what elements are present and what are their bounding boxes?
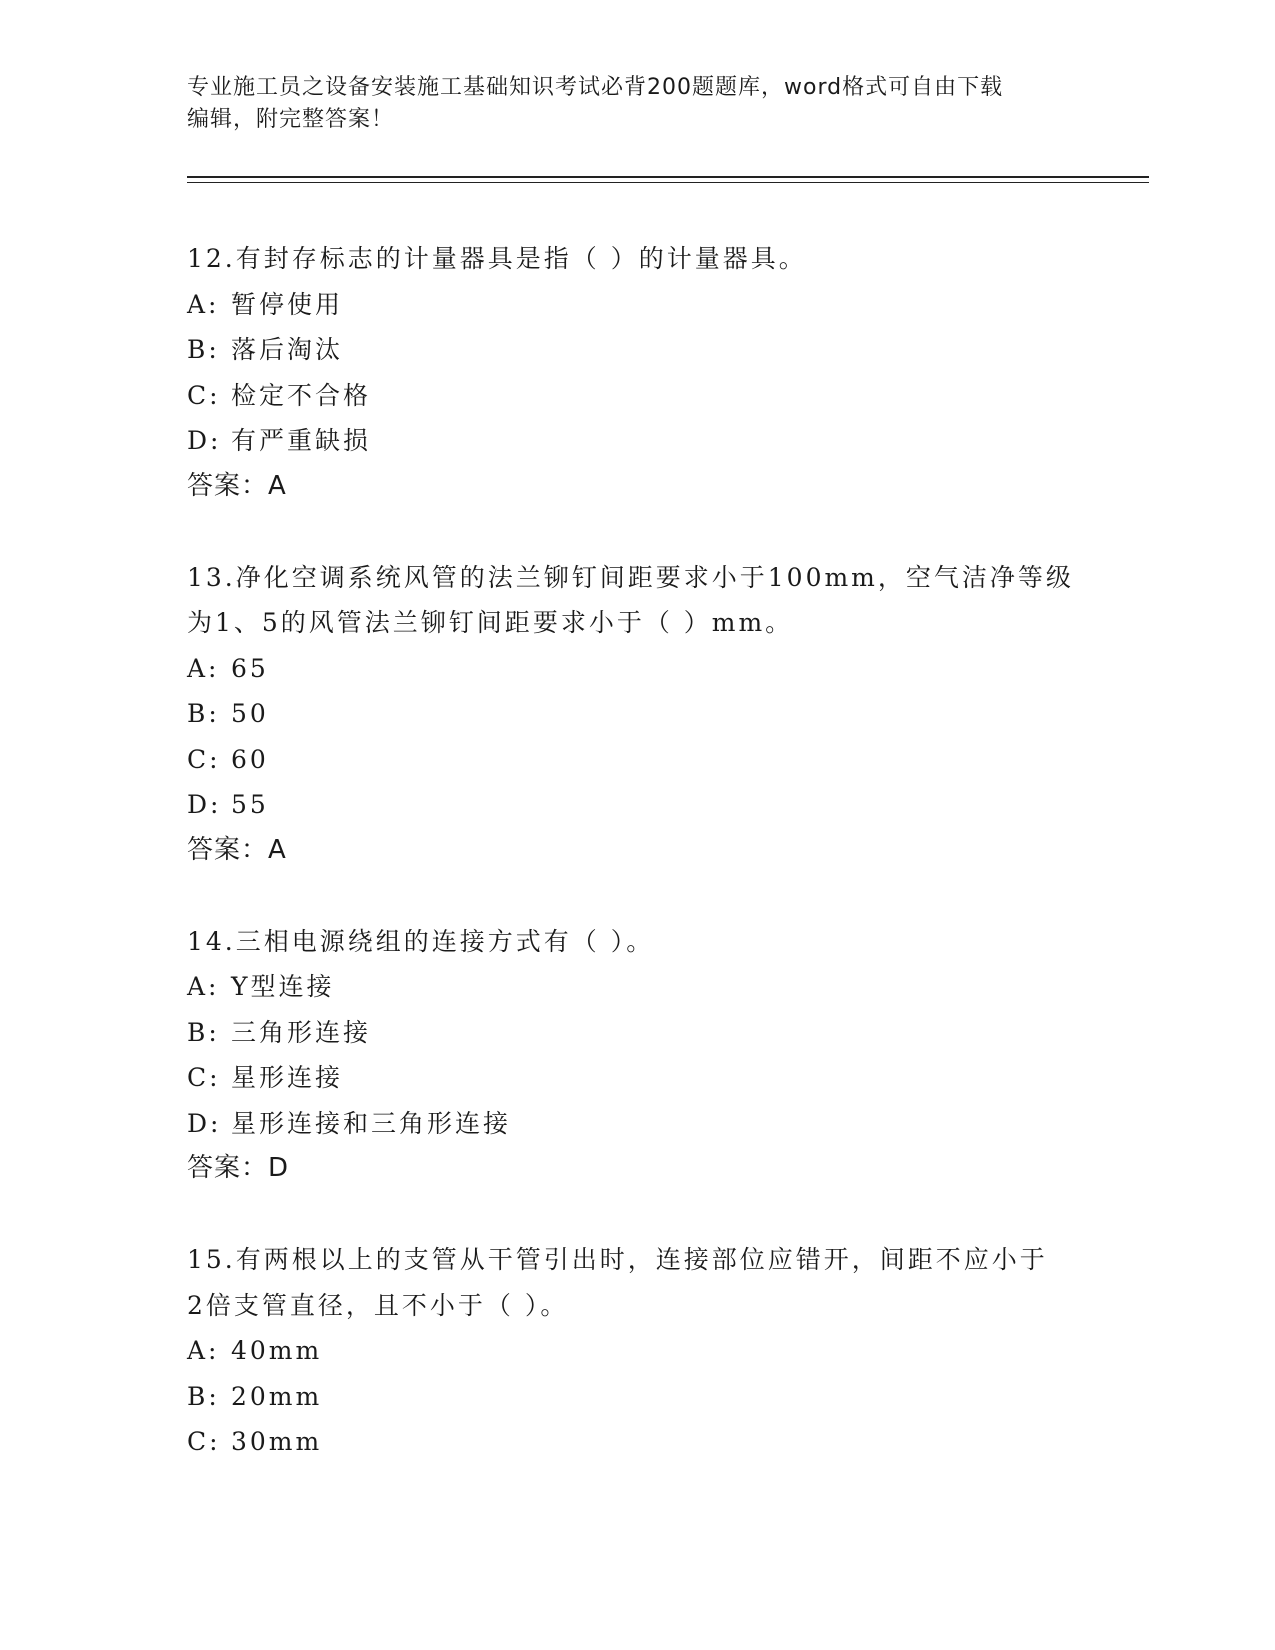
option-text: 50 [231, 699, 269, 728]
option-key: D: [187, 426, 222, 455]
option-key: A: [187, 653, 220, 683]
option-b [187, 691, 1087, 737]
question-13 [187, 555, 1087, 873]
option-key: D: [187, 1108, 222, 1138]
option-key: C: [187, 1063, 221, 1092]
option-text: 30mm [231, 1427, 323, 1456]
option-text: 65 [231, 653, 269, 683]
option-text: 暂停使用 [231, 289, 344, 319]
option-key: C: [187, 380, 221, 410]
question-stem-continued: 2倍支管直径，且不小于（ ）。 [187, 1290, 569, 1320]
option-d [187, 782, 1087, 828]
option-c [187, 737, 1087, 783]
header-divider-thick [187, 176, 1149, 178]
answer-line: 答案：A [187, 470, 287, 501]
option-text: 检定不合格 [231, 380, 372, 410]
option-c [187, 1055, 1087, 1101]
option-text: 落后淘汰 [231, 335, 344, 364]
question-list [187, 236, 1087, 1511]
option-a [187, 964, 1087, 1010]
question-stem: 13.净化空调系统风管的法兰铆钉间距要求小于100mm，空气洁净等级 [187, 562, 1074, 592]
option-text: 60 [231, 744, 269, 774]
option-c [187, 373, 1087, 419]
question-14 [187, 919, 1087, 1192]
option-key: B: [187, 699, 220, 728]
document-header [187, 72, 1087, 136]
question-stem-continued: 为1、5的风管法兰铆钉间距要求小于（ ）mm。 [187, 608, 794, 637]
header-divider-thin [187, 182, 1149, 183]
option-key: D: [187, 790, 222, 819]
option-b [187, 1374, 1087, 1420]
option-text: 星形连接和三角形连接 [231, 1108, 512, 1138]
option-key: B: [187, 335, 220, 364]
header-line-2: 编辑，附完整答案！ [187, 107, 395, 132]
option-b [187, 1010, 1087, 1056]
option-c [187, 1419, 1087, 1465]
header-line-1: 专业施工员之设备安装施工基础知识考试必背200题题库，word格式可自由下载 [187, 75, 1004, 100]
answer-line: 答案：D [187, 1153, 290, 1183]
option-key: A: [187, 289, 220, 319]
question-15 [187, 1237, 1087, 1465]
option-key: C: [187, 744, 221, 774]
question-12 [187, 236, 1087, 509]
answer-line: 答案：A [187, 834, 287, 865]
question-stem: 14.三相电源绕组的连接方式有（ ）。 [187, 926, 655, 956]
option-text: Y型连接 [231, 972, 335, 1001]
question-stem: 12.有封存标志的计量器具是指（ ）的计量器具。 [187, 244, 807, 273]
option-text: 有严重缺损 [231, 426, 372, 455]
option-key: B: [187, 1017, 220, 1047]
option-b [187, 327, 1087, 373]
option-key: C: [187, 1427, 221, 1456]
option-text: 星形连接 [231, 1063, 344, 1092]
option-d [187, 1101, 1087, 1147]
option-text: 40mm [231, 1336, 323, 1365]
option-text: 20mm [231, 1381, 323, 1411]
option-a [187, 282, 1087, 328]
question-stem: 15.有两根以上的支管从干管引出时，连接部位应错开，间距不应小于 [187, 1245, 1048, 1274]
option-key: A: [187, 972, 220, 1001]
option-key: B: [187, 1381, 220, 1411]
option-a [187, 1328, 1087, 1374]
option-d [187, 418, 1087, 464]
option-text: 三角形连接 [231, 1017, 372, 1047]
option-a [187, 646, 1087, 692]
option-text: 55 [231, 790, 269, 819]
option-key: A: [187, 1336, 220, 1365]
